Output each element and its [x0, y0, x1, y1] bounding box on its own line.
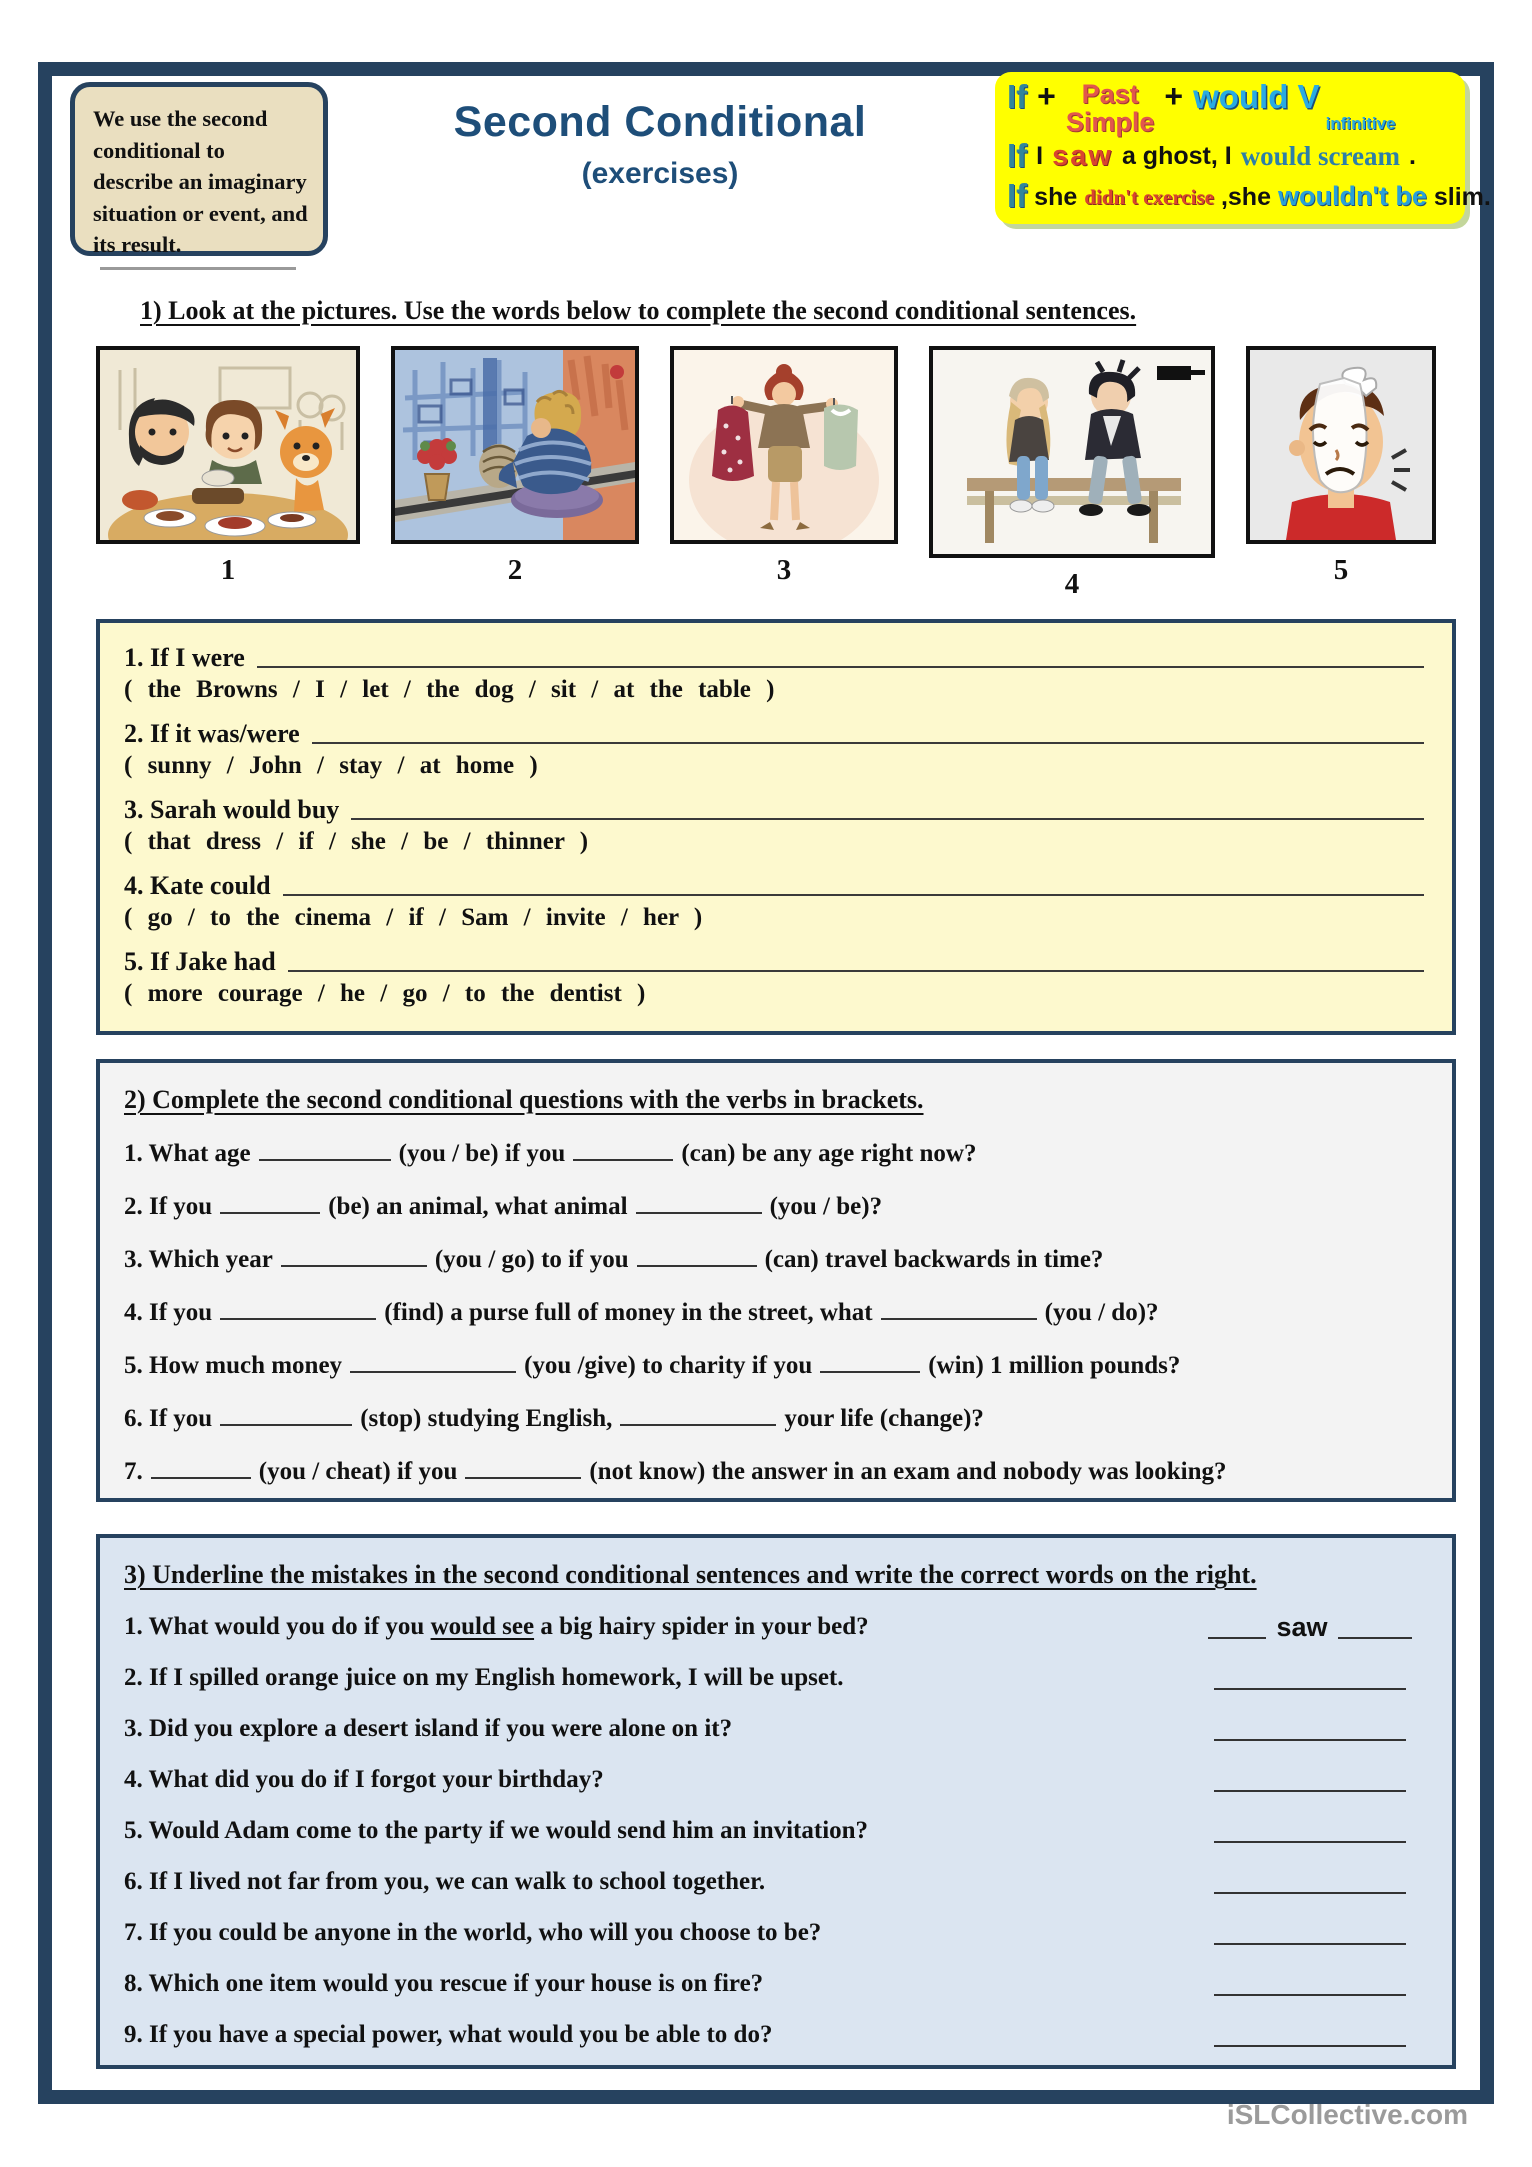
answer-blank: [820, 1371, 920, 1373]
exercise1-item-2: [124, 719, 1424, 780]
intro-rule-box: [70, 82, 328, 256]
question-text: 3. Which year: [124, 1246, 273, 1273]
exercise1-item-4: [124, 871, 1424, 932]
question-text: (can) travel backwards in time?: [764, 1246, 1104, 1273]
exercise3-item-4: [124, 1766, 1426, 1794]
item-prefix: 2. If it was/were: [124, 719, 300, 748]
sentence-text: 3. Did you explore a desert island if you were alone on it?: [124, 1715, 733, 1742]
exercise3-item-2: [124, 1664, 1426, 1692]
picture-2-illustration: [391, 346, 639, 544]
item-prefix: 4. Kate could: [124, 871, 271, 900]
formula-box: [995, 72, 1491, 224]
answer-blank: [620, 1424, 776, 1426]
answer-blank: [1214, 1786, 1406, 1792]
answer-blank: [220, 1424, 352, 1426]
answer-area: [1194, 1684, 1426, 1692]
question-text: your life (change)?: [784, 1405, 984, 1432]
picture-1-illustration: [96, 346, 360, 544]
item-word-bank: ( the Browns / I / let / the dog / sit / at the table ): [124, 676, 775, 703]
question-text: (find) a purse full of money in the street, what: [384, 1299, 873, 1326]
sentence-text: 1. What would you do if you: [124, 1613, 431, 1640]
answer-blank: [281, 1265, 427, 1267]
sentence-text: a big hairy spider in your bed?: [534, 1613, 869, 1640]
formula-line-1: [1007, 80, 1453, 137]
item-word-bank: ( go / to the cinema / if / Sam / invite / her ): [124, 904, 703, 931]
answer-blank: [259, 1159, 391, 1161]
question-text: (can) be any age right now?: [681, 1140, 977, 1167]
exercise3-item-6: [124, 1868, 1426, 1896]
answer-blank: [1214, 1939, 1406, 1945]
sentence-text: 5. Would Adam come to the party if we would send him an invitation?: [124, 1817, 869, 1844]
underlined-mistake: would see: [430, 1613, 535, 1640]
example1-result: would scream: [1240, 140, 1400, 171]
answer-blank: [257, 666, 1424, 668]
answer-blank: [350, 1371, 516, 1373]
formula-past: Past: [1081, 79, 1139, 109]
item-prefix: 3. Sarah would buy: [124, 795, 340, 824]
item-word-bank: ( that dress / if / she / be / thinner ): [124, 828, 589, 855]
formula-simple: Simple: [1065, 107, 1155, 138]
item-prefix: 1. If I were: [124, 643, 245, 672]
exercise2-question-7: [124, 1458, 1426, 1486]
answer-blank: [573, 1159, 673, 1161]
intro-text-bold: second conditional: [93, 106, 268, 163]
item-prefix: 5. If Jake had: [124, 947, 276, 976]
answer-blank: [637, 1265, 757, 1267]
sentence-text: 2. If I spilled orange juice on my English homework, I will be upset.: [124, 1664, 844, 1691]
picture-3-illustration: [670, 346, 898, 544]
title-block: [340, 98, 980, 191]
example1-verb: saw: [1052, 139, 1113, 172]
sentence-text: 4. What did you do if I forgot your birthday?: [124, 1766, 604, 1793]
picture-2-number: 2: [507, 554, 523, 586]
question-text: (you / be) if you: [398, 1140, 566, 1167]
picture-5-illustration: [1246, 346, 1436, 544]
example1-subject: I: [1036, 141, 1044, 170]
example2-subject: she: [1034, 182, 1078, 211]
formula-past-simple: [1066, 80, 1155, 137]
formula-example-2: [1007, 177, 1491, 215]
example2-verb: didn't exercise: [1084, 184, 1214, 209]
item-word-bank: ( sunny / John / stay / at home ): [124, 752, 538, 779]
picture-3-number: 3: [776, 554, 792, 586]
question-text: 5. How much money: [124, 1352, 343, 1379]
worksheet-content: [96, 296, 1458, 2069]
answer-blank: [1338, 1633, 1412, 1639]
exercise2-question-6: [124, 1405, 1426, 1433]
formula-would-v: would V: [1193, 78, 1320, 115]
sentence-text: 7. If you could be anyone in the world, who will you choose to be?: [124, 1919, 822, 1946]
answer-blank: [465, 1477, 581, 1479]
page-title: Second Conditional: [453, 98, 867, 146]
exercise2-question-4: [124, 1299, 1426, 1327]
answer-area: [1194, 1990, 1426, 1998]
picture-4: [929, 346, 1215, 601]
picture-3: [670, 346, 898, 587]
answer-blank: [1214, 1990, 1406, 1996]
example2-if: If: [1007, 177, 1028, 215]
sentence-text: 6. If I lived not far from you, we can walk to school together.: [124, 1868, 766, 1895]
exercise3-heading: 3) Underline the mistakes in the second conditional sentences and write the correct words on the right.: [124, 1560, 1257, 1589]
answer-blank: [351, 818, 1424, 820]
answer-blank: [1208, 1633, 1266, 1639]
exercise3-item-8: [124, 1970, 1426, 1998]
exercise2-question-5: [124, 1352, 1426, 1380]
question-text: (you / go) to if you: [434, 1246, 629, 1273]
question-text: (stop) studying English,: [360, 1405, 613, 1432]
exercise1-item-5: [124, 947, 1424, 1008]
exercise3-box: [96, 1534, 1456, 2069]
answer-area: [1194, 1888, 1426, 1896]
formula-if: If: [1007, 78, 1028, 115]
example2-complement: slim.: [1433, 182, 1491, 211]
answer-area: [1194, 2041, 1426, 2049]
exercise3-item-7: [124, 1919, 1426, 1947]
example1-if: If: [1007, 136, 1028, 174]
answer-blank: [1214, 1684, 1406, 1690]
plus-icon: +: [1164, 78, 1184, 114]
example2-result: wouldn't be: [1277, 181, 1427, 212]
intro-text-pre: We use the: [93, 106, 203, 131]
example2-subject-2: ,she: [1220, 182, 1271, 211]
question-text: (not know) the answer in an exam and nobody was looking?: [589, 1458, 1227, 1485]
answer-blank: [151, 1477, 251, 1479]
correct-word: saw: [1276, 1612, 1328, 1642]
answer-area: [1194, 1837, 1426, 1845]
answer-blank: [1214, 1888, 1406, 1894]
formula-example-1: [1007, 136, 1453, 174]
exercise1-heading: 1) Look at the pictures. Use the words below to complete the second conditional sentences.: [140, 296, 1137, 325]
answer-blank: [636, 1212, 762, 1214]
page-subtitle: (exercises): [581, 157, 739, 190]
picture-4-number: 4: [1064, 568, 1080, 600]
intro-text-post: to describe an imaginary situation or event, and its result.: [93, 137, 308, 257]
question-text: (you / be)?: [769, 1193, 883, 1220]
answer-blank: [312, 742, 1424, 744]
sentence-text: 8. Which one item would you rescue if your house is on fire?: [124, 1970, 764, 1997]
exercise1-box: [96, 619, 1456, 1035]
answer-area: [1194, 1614, 1426, 1641]
question-text: (you /give) to charity if you: [524, 1352, 813, 1379]
formula-infinitive: infinitive: [1325, 113, 1396, 133]
question-text: 6. If you: [124, 1405, 213, 1432]
question-text: 2. If you: [124, 1193, 213, 1220]
exercise2-box: [96, 1059, 1456, 1502]
intro-box-shadow-line: [100, 267, 296, 270]
answer-blank: [283, 894, 1424, 896]
exercise3-item-9: [124, 2021, 1426, 2049]
answer-blank: [1214, 1837, 1406, 1843]
picture-1: [96, 346, 360, 587]
item-word-bank: ( more courage / he / go / to the dentist ): [124, 980, 646, 1007]
question-text: (win) 1 million pounds?: [928, 1352, 1181, 1379]
picture-5-number: 5: [1333, 554, 1349, 586]
example1-period: .: [1408, 141, 1416, 170]
islcollective-watermark: iSLCollective.com: [1226, 2099, 1468, 2130]
pictures-row: [96, 346, 1436, 601]
answer-area: [1194, 1939, 1426, 1947]
exercise2-question-3: [124, 1246, 1426, 1274]
answer-blank: [220, 1318, 376, 1320]
exercise2-question-1: [124, 1140, 1426, 1168]
picture-2: [391, 346, 639, 587]
plus-icon: +: [1037, 78, 1056, 114]
answer-blank: [288, 970, 1424, 972]
answer-blank: [220, 1212, 320, 1214]
sentence-text: 9. If you have a special power, what would you be able to do?: [124, 2021, 773, 2048]
exercise1-item-1: [124, 643, 1424, 704]
example1-object: a ghost, I: [1121, 141, 1232, 170]
exercise1-item-3: [124, 795, 1424, 856]
question-text: (you / cheat) if you: [258, 1458, 458, 1485]
exercise2-question-2: [124, 1193, 1426, 1221]
question-text: 4. If you: [124, 1299, 213, 1326]
picture-1-number: 1: [220, 554, 236, 586]
answer-area: [1194, 1735, 1426, 1743]
question-text: (you / do)?: [1044, 1299, 1159, 1326]
exercise2-heading: 2) Complete the second conditional questions with the verbs in brackets.: [124, 1085, 924, 1114]
answer-blank: [881, 1318, 1037, 1320]
answer-blank: [1214, 2041, 1406, 2047]
exercise3-item-1: [124, 1613, 1426, 1641]
question-text: (be) an animal, what animal: [328, 1193, 628, 1220]
answer-blank: [1214, 1735, 1406, 1741]
question-text: 1. What age: [124, 1140, 251, 1167]
exercise3-item-5: [124, 1817, 1426, 1845]
picture-4-illustration: [929, 346, 1215, 558]
exercise3-item-3: [124, 1715, 1426, 1743]
picture-5: [1246, 346, 1436, 587]
question-text: 7.: [124, 1458, 143, 1485]
answer-area: [1194, 1786, 1426, 1794]
